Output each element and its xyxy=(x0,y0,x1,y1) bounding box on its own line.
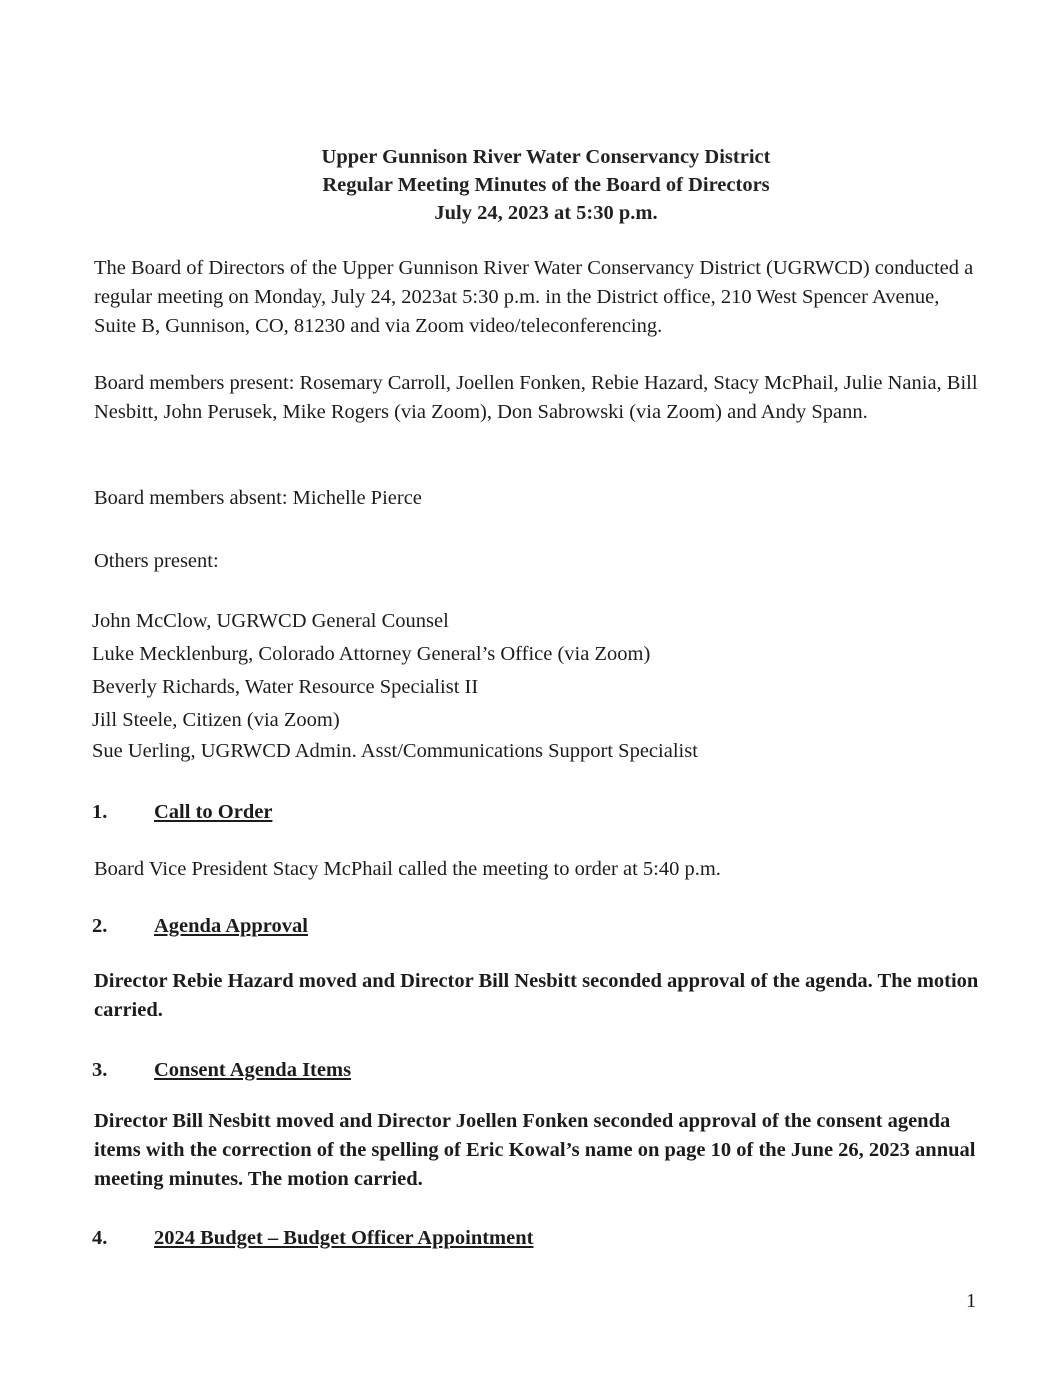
attendee-item: Sue Uerling, UGRWCD Admin. Asst/Communications Support Specialist xyxy=(92,740,698,762)
members-present: Board members present: Rosemary Carroll, Joellen Fonken, Rebie Hazard, Stacy McPhail, Julie Nania, Bill Nesbitt, John Perusek, Mike Rogers (via Zoom), Don Sabrowski (via Zoom) and Andy Spann. xyxy=(94,372,978,423)
section-body: Board Vice President Stacy McPhail called the meeting to order at 5:40 p.m. xyxy=(94,858,721,880)
attendee-item: John McClow, UGRWCD General Counsel xyxy=(92,610,449,632)
section-heading-budget-officer xyxy=(92,1227,533,1250)
section-heading-consent-agenda xyxy=(92,1059,351,1082)
attendee-item: Luke Mecklenburg, Colorado Attorney General’s Office (via Zoom) xyxy=(92,643,651,665)
section-number: 2. xyxy=(92,915,108,937)
section-body-motion: Director Bill Nesbitt moved and Director Joellen Fonken seconded approval of the consent agenda items with the correction of the spelling of Eric Kowal’s name on page 10 of the June 26, 2023 annual meeting minutes. The motion carried. xyxy=(94,1110,976,1190)
section-title: Consent Agenda Items xyxy=(154,1059,352,1081)
meeting-title: Regular Meeting Minutes of the Board of Directors xyxy=(322,174,770,196)
page-number: 1 xyxy=(966,1290,977,1312)
section-number: 4. xyxy=(92,1227,108,1249)
intro-paragraph: The Board of Directors of the Upper Gunnison River Water Conservancy District (UGRWCD) conducted a regular meeting on Monday, July 24, 2023at 5:30 p.m. in the District office, 210 West Spencer Avenue, Suite B, Gunnison, CO, 81230 and via Zoom video/teleconferencing. xyxy=(94,257,974,337)
attendee-item: Beverly Richards, Water Resource Specialist II xyxy=(92,676,479,698)
document-header xyxy=(0,143,1060,227)
section-number: 3. xyxy=(92,1059,108,1081)
section-heading-call-to-order xyxy=(92,801,272,824)
section-title: Agenda Approval xyxy=(154,915,308,937)
attendee-item: Jill Steele, Citizen (via Zoom) xyxy=(92,709,340,731)
members-absent: Board members absent: Michelle Pierce xyxy=(94,487,422,509)
section-title: Call to Order xyxy=(154,801,273,823)
others-present-label: Others present: xyxy=(94,550,219,572)
meeting-date: July 24, 2023 at 5:30 p.m. xyxy=(434,202,658,224)
section-number: 1. xyxy=(92,801,108,823)
section-body-motion: Director Rebie Hazard moved and Director Bill Nesbitt seconded approval of the agenda. The motion carried. xyxy=(94,970,979,1021)
district-name: Upper Gunnison River Water Conservancy District xyxy=(321,146,771,168)
section-heading-agenda-approval xyxy=(92,915,308,938)
section-title: 2024 Budget – Budget Officer Appointment xyxy=(154,1227,534,1249)
